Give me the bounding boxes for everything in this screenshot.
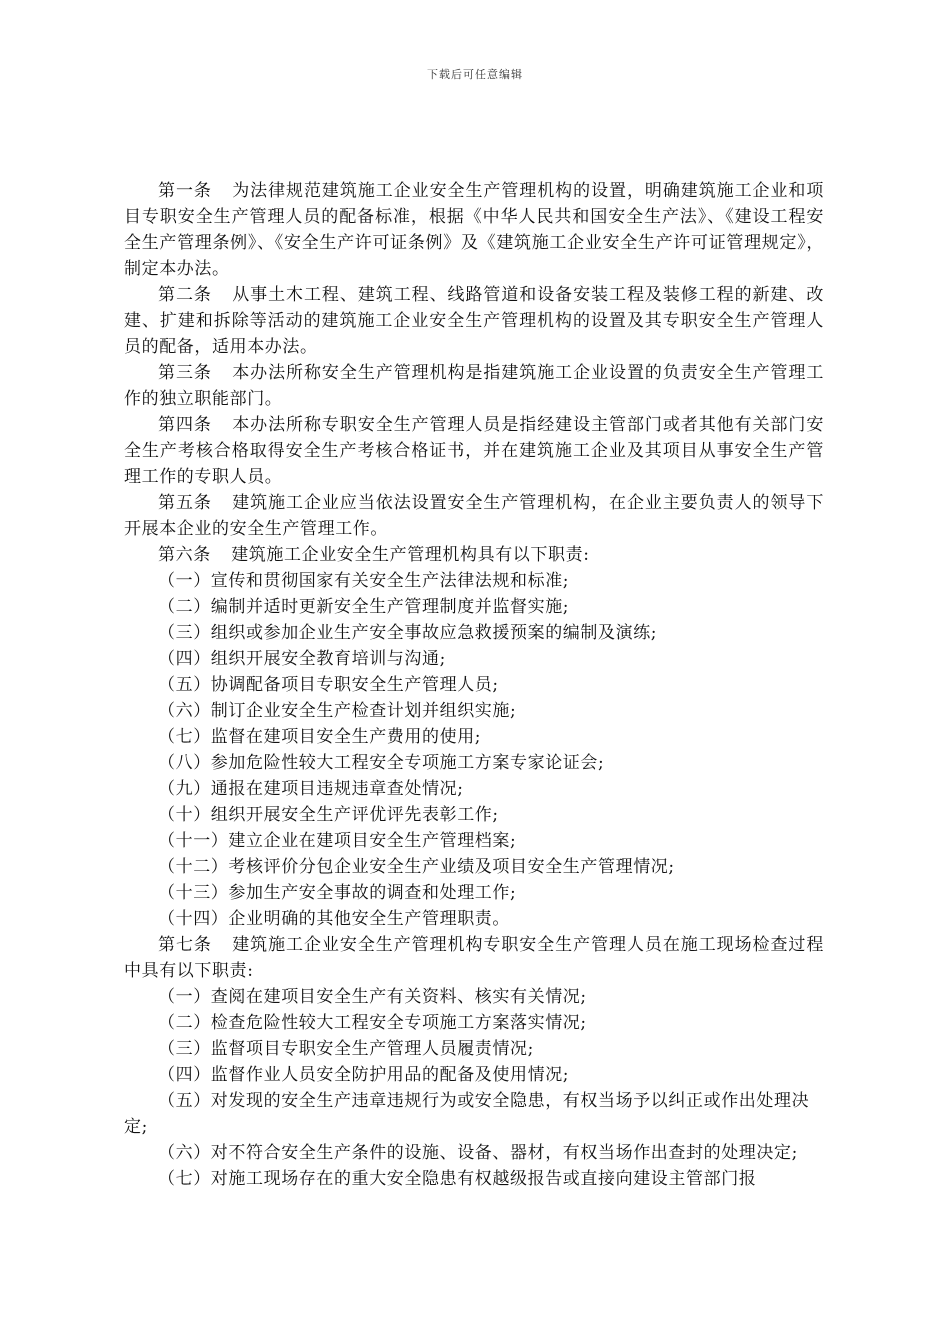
- list-item: （十）组织开展安全生产评优评先表彰工作;: [158, 805, 499, 825]
- article-4: [124, 412, 824, 490]
- list-item: （五）协调配备项目专职安全生产管理人员;: [158, 675, 499, 695]
- list-item: （十三）参加生产安全事故的调查和处理工作;: [158, 883, 517, 903]
- article-text: 为法律规范建筑施工企业安全生产管理机构的设置，明确建筑施工企业和项目专职安全生产管理人员的配备标准，根据《中华人民共和国安全生产法》、《建设工程安全生产管理条例》、《安全生产许可证条例》及《建筑施工企业安全生产许可证管理规定》，制定本办法。: [124, 181, 824, 279]
- list-item: （七）监督在建项目安全生产费用的使用;: [158, 727, 482, 747]
- list-item: （五）对发现的安全生产违章违规行为或安全隐患，有权当场予以纠正或作出处理决定;: [124, 1091, 810, 1137]
- article-text: 本办法所称安全生产管理机构是指建筑施工企业设置的负责安全生产管理工作的独立职能部门。: [124, 363, 824, 409]
- article-text: 建筑施工企业应当依法设置安全生产管理机构，在企业主要负责人的领导下开展本企业的安全生产管理工作。: [124, 493, 824, 539]
- list-item: （三）组织或参加企业生产安全事故应急救援预案的编制及演练;: [158, 623, 658, 643]
- list-item: （三）监督项目专职安全生产管理人员履责情况;: [158, 1039, 534, 1059]
- list-item: （二）检查危险性较大工程安全专项施工方案落实情况;: [158, 1013, 587, 1033]
- list-item: （一）查阅在建项目安全生产有关资料、核实有关情况;: [158, 987, 587, 1007]
- article-2: [124, 282, 824, 360]
- list-item: （八）参加危险性较大工程安全专项施工方案专家论证会;: [158, 753, 605, 773]
- article-text: 从事土木工程、建筑工程、线路管道和设备安装工程及装修工程的新建、改建、扩建和拆除等活动的建筑施工企业安全生产管理机构的设置及其专职安全生产管理人员的配备，适用本办法。: [124, 285, 824, 357]
- list-item: （二）编制并适时更新安全生产管理制度并监督实施;: [158, 597, 570, 617]
- list-item: （六）制订企业安全生产检查计划并组织实施;: [158, 701, 517, 721]
- list-item: （九）通报在建项目违规违章查处情况;: [158, 779, 464, 799]
- page-header-note: 下载后可任意编辑: [427, 68, 523, 81]
- document-body: [124, 178, 824, 1192]
- article-number: 第一条: [158, 181, 212, 201]
- list-item: （四）组织开展安全教育培训与沟通;: [158, 649, 446, 669]
- list-item: （四）监督作业人员安全防护用品的配备及使用情况;: [158, 1065, 570, 1085]
- article-number: 第二条: [158, 285, 212, 305]
- list-item: （一）宣传和贯彻国家有关安全生产法律法规和标准;: [158, 571, 570, 591]
- article-number: 第五条: [158, 493, 212, 513]
- list-item: （十一）建立企业在建项目安全生产管理档案;: [158, 831, 517, 851]
- article-7: [124, 932, 824, 984]
- article-number: 第四条: [158, 415, 212, 435]
- list-item: （十二）考核评价分包企业安全生产业绩及项目安全生产管理情况;: [158, 857, 675, 877]
- list-item: （七）对施工现场存在的重大安全隐患有权越级报告或直接向建设主管部门报: [158, 1169, 757, 1189]
- article-text: 建筑施工企业安全生产管理机构专职安全生产管理人员在施工现场检查过程中具有以下职责:: [124, 935, 824, 981]
- article-1: [124, 178, 824, 282]
- article-text: 本办法所称专职安全生产管理人员是指经建设主管部门或者其他有关部门安全生产考核合格取得安全生产考核合格证书，并在建筑施工企业及其项目从事安全生产管理工作的专职人员。: [124, 415, 824, 487]
- list-item: （十四）企业明确的其他安全生产管理职责。: [158, 909, 510, 929]
- article-3: [124, 360, 824, 412]
- list-item: （六）对不符合安全生产条件的设施、设备、器材，有权当场作出查封的处理决定;: [158, 1143, 798, 1163]
- article-number: 第七条: [158, 935, 212, 955]
- article-number: 第三条: [158, 363, 212, 383]
- article-5: [124, 490, 824, 542]
- article-number: 第六条: [158, 545, 211, 565]
- article-text: 建筑施工企业安全生产管理机构具有以下职责:: [231, 545, 590, 565]
- article-6: [124, 542, 824, 568]
